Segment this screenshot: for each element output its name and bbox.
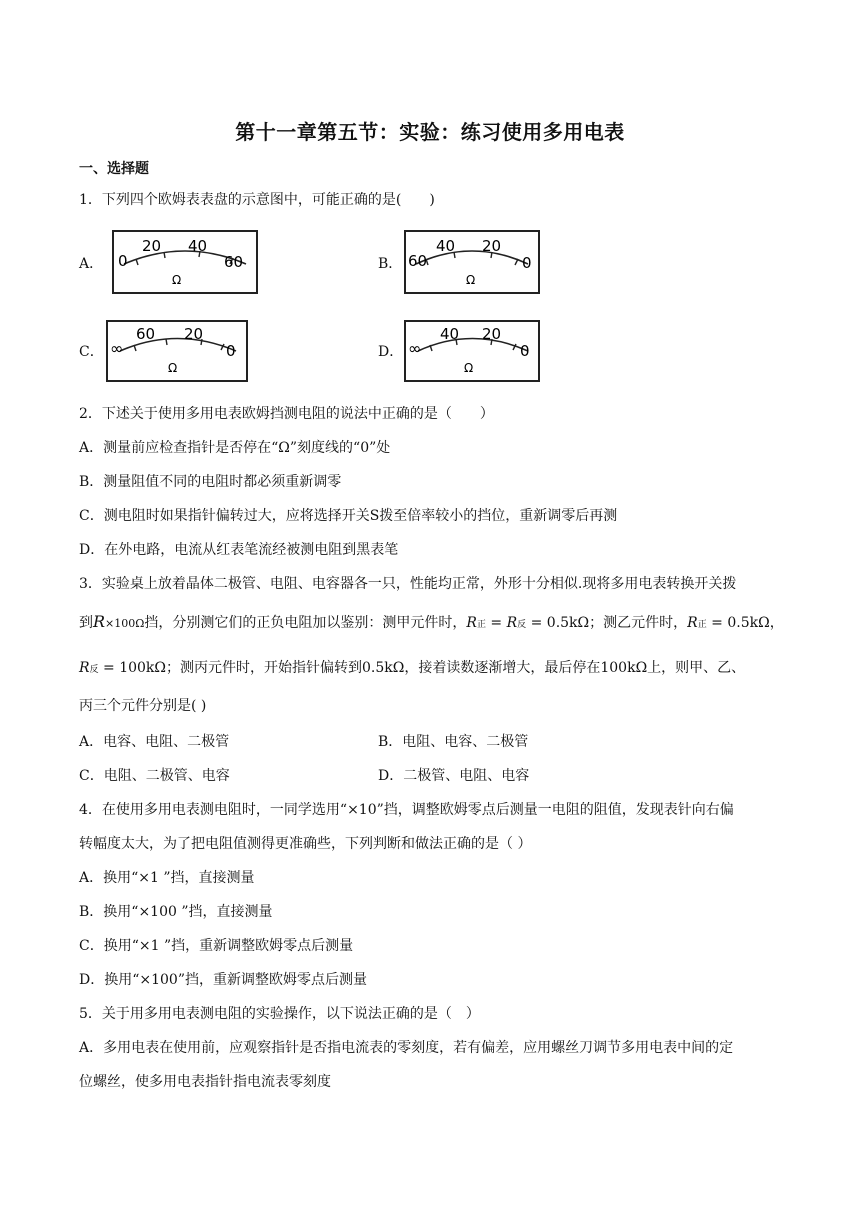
q1-option-a-dial	[112, 230, 258, 294]
q1-b-tick-1: 40	[436, 237, 456, 255]
q1-a-unit: Ω	[172, 273, 182, 287]
q1-a-tick-2: 40	[188, 237, 208, 255]
q1-c-tick-3: 0	[226, 342, 236, 360]
q3-option-d: D．二极管、电阻、电容	[378, 768, 530, 784]
q3-option-b: B．电阻、电容、二极管	[378, 734, 529, 750]
q1-d-unit: Ω	[464, 361, 474, 375]
q1-a-tick-0: 0	[118, 252, 128, 270]
q2-option-c: C．测电阻时如果指针偏转过大，应将选择开关S拨至倍率较小的挡位，重新调零后再测	[79, 508, 618, 524]
q1-b-tick-2: 20	[482, 237, 502, 255]
q1-c-tick-0: ∞	[110, 339, 124, 358]
q1-c-unit: Ω	[168, 361, 178, 375]
q1-d-tick-1: 40	[440, 325, 460, 343]
q1-a-tick-1: 20	[142, 237, 162, 255]
q1-option-d-label: D．	[378, 344, 404, 360]
q1-option-c-dial	[106, 320, 248, 382]
q1-b-tick-0: 60	[408, 252, 428, 270]
q1-c-tick-1: 60	[136, 325, 156, 343]
q5-option-a-line-1: A．多用电表在使用前，应观察指针是否指电流表的零刻度，若有偏差，应用螺丝刀调节多用电表中间的定	[79, 1040, 734, 1056]
q1-b-unit: Ω	[466, 273, 476, 287]
q1-d-tick-2: 20	[482, 325, 502, 343]
q1-d-tick-0: ∞	[408, 339, 422, 358]
q1-option-a-label: A．	[79, 256, 104, 272]
q4-line-1: 4．在使用多用电表测电阻时，一同学选用“×10”挡，调整欧姆零点后测量一电阻的阻值，发现表针向右偏	[79, 802, 734, 818]
q1-option-d-dial	[404, 320, 540, 382]
section-heading: 一、选择题	[79, 161, 149, 177]
q4-option-d: D．换用“×100”挡，重新调整欧姆零点后测量	[79, 972, 367, 988]
q3-option-a: A．电容、电阻、二极管	[79, 734, 230, 750]
q1-option-b-label: B．	[378, 256, 403, 272]
q5-option-a-line-2: 位螺丝，使多用电表指针指电流表零刻度	[79, 1074, 331, 1090]
page-title: 第十一章第五节：实验：练习使用多用电表	[235, 120, 625, 144]
q5-stem: 5．关于用多用电表测电阻的实验操作，以下说法正确的是（ ）	[79, 1006, 480, 1022]
q2-option-d: D．在外电路，电流从红表笔流经被测电阻到黑表笔	[79, 542, 399, 558]
q1-b-tick-3: 0	[522, 254, 532, 272]
q3-line-2: 到R×100Ω挡，分别测它们的正负电阻加以鉴别：测甲元件时，R正 = R反 = 0.5kΩ；测乙元件时，R正 = 0.5kΩ，	[79, 612, 784, 631]
q1-stem: 1．下列四个欧姆表表盘的示意图中，可能正确的是( )	[79, 192, 435, 208]
q4-option-c: C．换用“×1 ”挡，重新调整欧姆零点后测量	[79, 938, 354, 954]
q4-option-b: B．换用“×100 ”挡，直接测量	[79, 904, 273, 920]
q1-d-tick-3: 0	[520, 342, 530, 360]
q3-line-3: R反 = 100kΩ；测丙元件时，开始指针偏转到0.5kΩ，接着读数逐渐增大，最后停在100kΩ上，则甲、乙、	[79, 660, 746, 676]
q1-c-tick-2: 20	[184, 325, 204, 343]
q3-line-1: 3．实验桌上放着晶体二极管、电阻、电容器各一只，性能均正常，外形十分相似.现将多用电表转换开关拨	[79, 576, 737, 592]
q2-stem: 2．下述关于使用多用电表欧姆挡测电阻的说法中正确的是（ ）	[79, 406, 494, 422]
q2-option-a: A．测量前应检查指针是否停在“Ω”刻度线的“0”处	[79, 440, 391, 456]
q2-option-b: B．测量阻值不同的电阻时都必须重新调零	[79, 474, 342, 490]
q4-option-a: A．换用“×1 ”挡，直接测量	[79, 870, 255, 886]
q1-option-b-dial	[404, 230, 540, 294]
q3-option-c: C．电阻、二极管、电容	[79, 768, 230, 784]
q1-option-c-label: C．	[79, 344, 104, 360]
q1-a-tick-3: 60	[224, 253, 244, 271]
q4-line-2: 转幅度太大，为了把电阻值测得更准确些，下列判断和做法正确的是（ ）	[79, 836, 532, 852]
q3-line-4: 丙三个元件分别是( )	[79, 698, 207, 714]
